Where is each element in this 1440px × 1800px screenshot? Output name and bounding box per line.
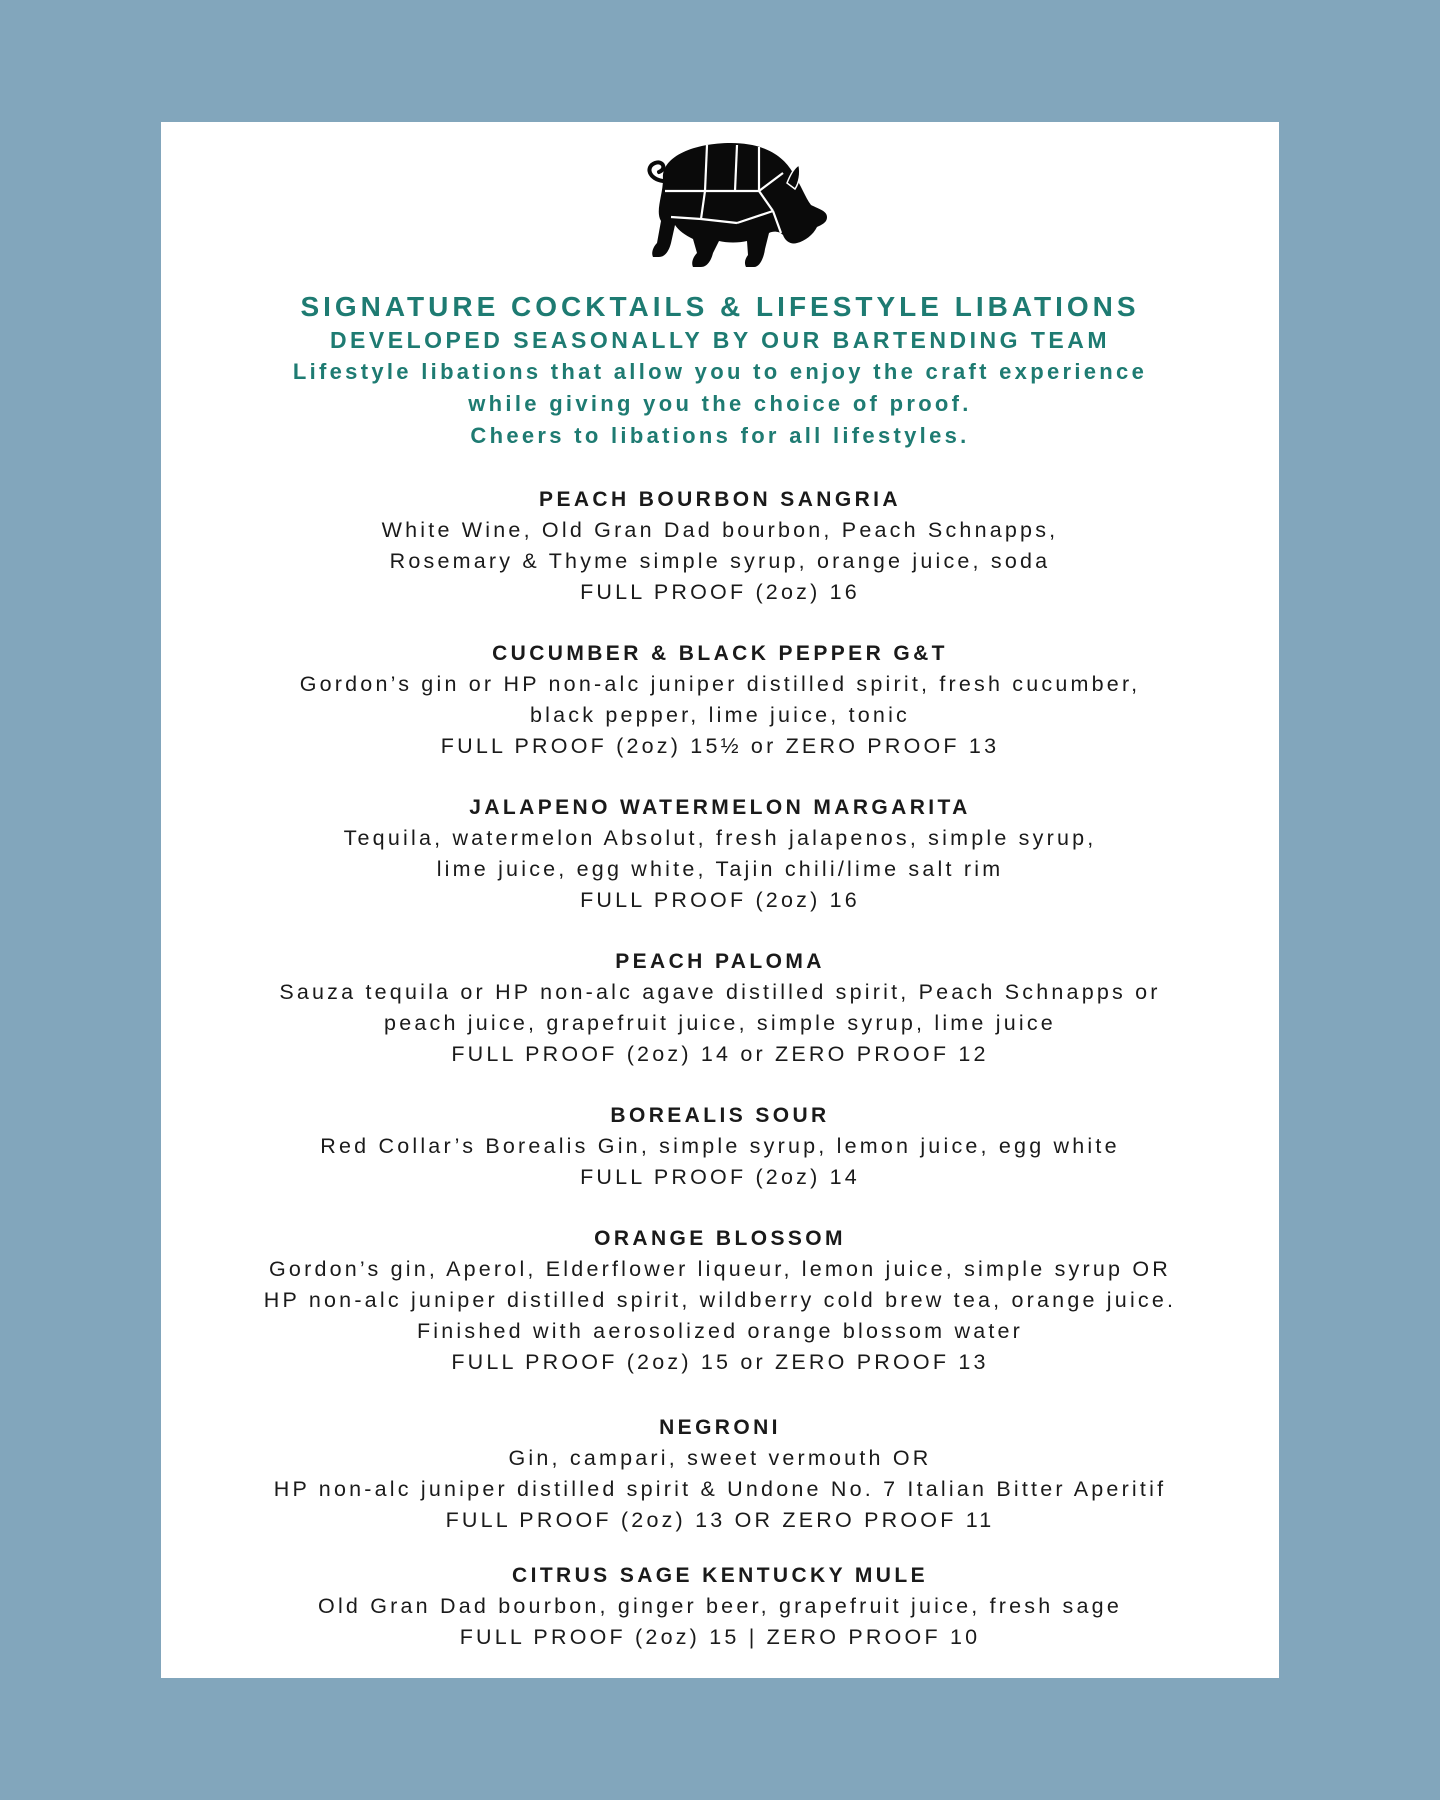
cocktail-price: FULL PROOF (2oz) 13 OR ZERO PROOF 11 bbox=[445, 1508, 995, 1532]
cocktail-price: FULL PROOF (2oz) 14 or ZERO PROOF 12 bbox=[451, 1042, 989, 1066]
cocktail-ingredients: Gin, campari, sweet vermouth OR bbox=[508, 1446, 932, 1470]
cocktail-name: PEACH BOURBON SANGRIA bbox=[539, 488, 901, 511]
cocktail-item bbox=[161, 484, 1279, 608]
cocktail-item bbox=[161, 1412, 1279, 1536]
cocktail-ingredients: black pepper, lime juice, tonic bbox=[529, 703, 911, 727]
cocktail-ingredients: Rosemary & Thyme simple syrup, orange juice, soda bbox=[389, 549, 1051, 573]
cocktail-ingredients: White Wine, Old Gran Dad bourbon, Peach Schnapps, bbox=[381, 518, 1059, 542]
pig-butcher-cuts-icon bbox=[641, 139, 829, 271]
cocktail-ingredients: HP non-alc juniper distilled spirit, wildberry cold brew tea, orange juice. bbox=[263, 1288, 1177, 1312]
cocktail-name: CITRUS SAGE KENTUCKY MULE bbox=[512, 1564, 928, 1587]
cocktail-name: JALAPENO WATERMELON MARGARITA bbox=[469, 796, 971, 819]
cocktail-ingredients: Red Collar’s Borealis Gin, simple syrup, lemon juice, egg white bbox=[320, 1134, 1120, 1158]
cocktail-item bbox=[161, 1223, 1279, 1378]
cocktail-name: CUCUMBER & BLACK PEPPER G&T bbox=[492, 642, 948, 665]
cocktail-ingredients: Gordon’s gin or HP non-alc juniper distilled spirit, fresh cucumber, bbox=[299, 672, 1141, 696]
menu-tagline-line-2: while giving you the choice of proof. bbox=[468, 391, 972, 416]
cocktail-ingredients: Gordon’s gin, Aperol, Elderflower liqueur, lemon juice, simple syrup OR bbox=[269, 1257, 1171, 1281]
cocktail-ingredients: lime juice, egg white, Tajin chili/lime salt rim bbox=[436, 857, 1004, 881]
cocktail-name: BOREALIS SOUR bbox=[610, 1104, 830, 1127]
cocktail-price: FULL PROOF (2oz) 15 or ZERO PROOF 13 bbox=[451, 1350, 989, 1374]
cocktail-item bbox=[161, 1560, 1279, 1653]
cocktail-ingredients: Sauza tequila or HP non-alc agave distilled spirit, Peach Schnapps or bbox=[279, 980, 1161, 1004]
menu-card bbox=[161, 122, 1279, 1678]
cocktail-list bbox=[161, 484, 1279, 1683]
cocktail-price: FULL PROOF (2oz) 15 | ZERO PROOF 10 bbox=[459, 1625, 981, 1649]
cocktail-name: ORANGE BLOSSOM bbox=[594, 1227, 846, 1250]
cocktail-ingredients: HP non-alc juniper distilled spirit & Undone No. 7 Italian Bitter Aperitif bbox=[273, 1477, 1167, 1501]
menu-header bbox=[161, 290, 1279, 452]
menu-title: SIGNATURE COCKTAILS & LIFESTYLE LIBATIONS bbox=[300, 291, 1140, 322]
cocktail-item bbox=[161, 946, 1279, 1070]
cocktail-name: NEGRONI bbox=[659, 1416, 781, 1439]
cocktail-price: FULL PROOF (2oz) 15½ or ZERO PROOF 13 bbox=[440, 734, 1000, 758]
menu-subtitle: DEVELOPED SEASONALLY BY OUR BARTENDING TEAM bbox=[329, 327, 1111, 353]
cocktail-name: PEACH PALOMA bbox=[615, 950, 825, 973]
cocktail-item bbox=[161, 1100, 1279, 1193]
cocktail-price: FULL PROOF (2oz) 16 bbox=[580, 580, 860, 604]
cocktail-ingredients: Finished with aerosolized orange blossom water bbox=[416, 1319, 1024, 1343]
cocktail-item bbox=[161, 792, 1279, 916]
menu-tagline-line-3: Cheers to libations for all lifestyles. bbox=[470, 423, 970, 448]
cocktail-ingredients: Tequila, watermelon Absolut, fresh jalapenos, simple syrup, bbox=[343, 826, 1097, 850]
menu-tagline-line-1: Lifestyle libations that allow you to enjoy the craft experience bbox=[292, 359, 1148, 384]
cocktail-ingredients: peach juice, grapefruit juice, simple syrup, lime juice bbox=[384, 1011, 1056, 1035]
cocktail-price: FULL PROOF (2oz) 14 bbox=[580, 1165, 860, 1189]
cocktail-ingredients: Old Gran Dad bourbon, ginger beer, grapefruit juice, fresh sage bbox=[318, 1594, 1122, 1618]
cocktail-price: FULL PROOF (2oz) 16 bbox=[580, 888, 860, 912]
cocktail-item bbox=[161, 638, 1279, 762]
